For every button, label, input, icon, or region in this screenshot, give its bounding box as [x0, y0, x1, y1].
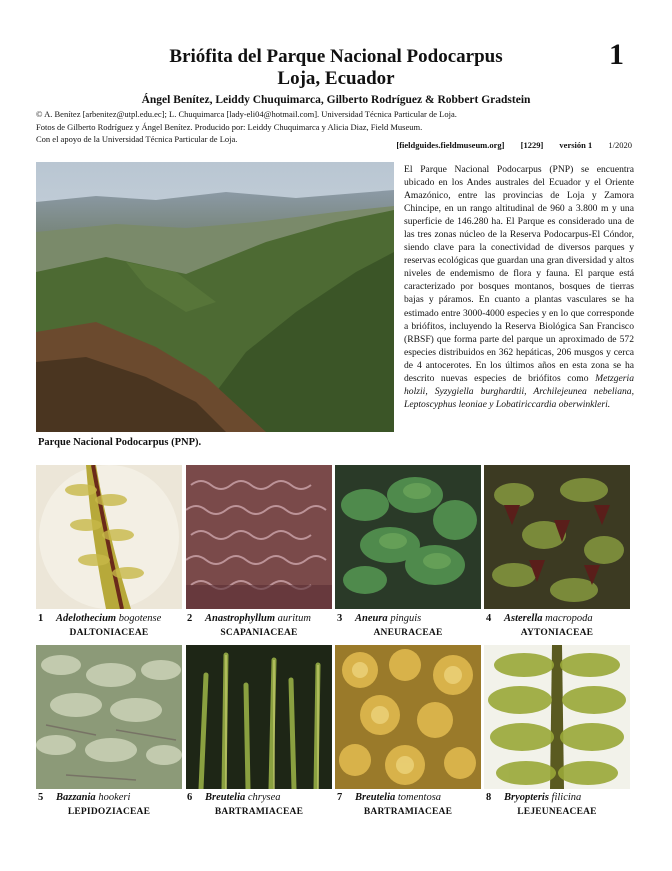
asterella-image	[484, 465, 630, 609]
species-number: 2	[187, 613, 193, 624]
date: 1/2020	[608, 140, 632, 150]
credit-line: Con el apoyo de la Universidad Técnica Particular de Loja.	[36, 134, 238, 144]
species-number: 8	[486, 792, 492, 803]
species-photo-6	[186, 645, 332, 789]
species-photo-5	[36, 645, 182, 789]
species-family-7: BARTRAMIACEAE	[363, 807, 453, 817]
species-number: 7	[337, 792, 343, 803]
species-number: 5	[38, 792, 44, 803]
species-genus: Adelothecium	[56, 613, 117, 624]
species-photo-2	[186, 465, 332, 609]
species-family-5: LEPIDOZIACEAE	[67, 807, 151, 817]
hero-photo	[36, 162, 394, 432]
species-number: 3	[337, 613, 343, 624]
species-epithet: bogotense	[118, 613, 162, 624]
anastrophyllum-image	[186, 465, 332, 609]
species-genus: Bryopteris	[504, 792, 549, 803]
species-genus: Breutelia	[205, 792, 246, 803]
species-family-6: BARTRAMIACEAE	[214, 807, 304, 817]
adelothecium-image	[36, 465, 182, 609]
species-photo-3	[335, 465, 481, 609]
species-epithet: pinguis	[390, 613, 422, 624]
species-genus: Aneura	[355, 613, 388, 624]
species-family-2: SCAPANIACEAE	[220, 628, 298, 638]
species-family-8: LEJEUNEACEAE	[517, 807, 597, 817]
hero-caption: Parque Nacional Podocarpus (PNP).	[38, 437, 202, 448]
species-caption-4	[486, 613, 646, 624]
page-title: Briófita del Parque Nacional Podocarpus	[169, 46, 503, 67]
species-genus: Breutelia	[355, 792, 396, 803]
landscape-image	[36, 162, 394, 432]
species-epithet: filicina	[551, 792, 582, 803]
species-photo-7	[335, 645, 481, 789]
species-number: 6	[187, 792, 193, 803]
guide-number: [1229]	[520, 140, 544, 150]
species-caption-3	[337, 613, 497, 624]
species-number: 4	[486, 613, 492, 624]
bryopteris-image	[484, 645, 630, 789]
species-caption-5	[38, 792, 198, 803]
species-caption-6	[187, 792, 347, 803]
breutelia-tomentosa-image	[335, 645, 481, 789]
guide-meta	[382, 140, 632, 150]
new-species-list: Metzgeria holzii, Syzygiella burghardtii, Archilejeunea nebeliana, Leptoscyphus leoniae y Lobatiriccardia oberwinkleri.	[404, 372, 634, 410]
version: versión 1	[559, 140, 593, 150]
species-genus: Anastrophyllum	[205, 613, 276, 624]
species-family-3: ANEURACEAE	[373, 628, 443, 638]
credit-line: © A. Benítez [arbenitez@utpl.edu.ec]; L. Chuquimarca [lady-eli04@hotmail.com]. Universidad Técnica Particular de Loja.	[36, 109, 457, 119]
intro-text: El Parque Nacional Podocarpus (PNP) se encuentra ubicado en los Andes australes del Ecuador y el Oriente Amazónico, entre las provincias de Loja y Zamora Chincipe, en un rango altitudinal de 960 a 3.800 m y una superficie de 146.280 ha. El Parque es considerado una de las tres zonas núcleo de la Reserva Podocarpus-El Cóndor, siendo clave para la conectividad de diversos parques y reservas ecológicas que guardan una gran diversidad y altos niveles de endemismo de flora y fauna. El parque está caracterizado por bosques montanos, bosques de tierras bajas y páramos. En cuanto a plantas vasculares se ha estimado entre 3000-4000 especies y en lo que corresponde a briófitos, incluyendo la Reserva Biológica San Francisco (RBSF) que forma parte del parque un aproximado de 572 especies distribuidos en 362 hepáticas, 206 musgos y cerca de 4 antocerotes. En los últimos años en esta zona se ha descrito nuevas especies de briófitos como	[404, 164, 634, 384]
page-subtitle: Loja, Ecuador	[277, 68, 395, 89]
species-genus: Asterella	[504, 613, 543, 624]
species-caption-2	[187, 613, 347, 624]
species-caption-7	[337, 792, 497, 803]
breutelia-chrysea-image	[186, 645, 332, 789]
species-epithet: chrysea	[247, 792, 281, 803]
intro-paragraph	[404, 163, 634, 411]
bazzania-image	[36, 645, 182, 789]
species-epithet: macropoda	[545, 613, 593, 624]
page-number: 1	[609, 38, 624, 71]
species-caption-1	[38, 613, 198, 624]
species-number: 1	[38, 613, 44, 624]
species-epithet: hookeri	[98, 792, 131, 803]
authors: Ángel Benítez, Leiddy Chuquimarca, Gilberto Rodríguez & Robbert Gradstein	[141, 94, 531, 106]
species-photo-4	[484, 465, 630, 609]
species-photo-1	[36, 465, 182, 609]
site-link[interactable]: [fieldguides.fieldmuseum.org]	[396, 140, 505, 150]
species-family-1: DALTONIACEAE	[69, 628, 149, 638]
species-caption-8	[486, 792, 646, 803]
species-family-4: AYTONIACEAE	[520, 628, 594, 638]
species-genus: Bazzania	[56, 792, 96, 803]
aneura-image	[335, 465, 481, 609]
species-epithet: auritum	[277, 613, 311, 624]
credit-line: Fotos de Gilberto Rodríguez y Ángel Benítez. Producido por: Leiddy Chuquimarca y Alicia Diaz, Field Museum.	[36, 121, 423, 132]
species-photo-8	[484, 645, 630, 789]
species-epithet: tomentosa	[397, 792, 442, 803]
